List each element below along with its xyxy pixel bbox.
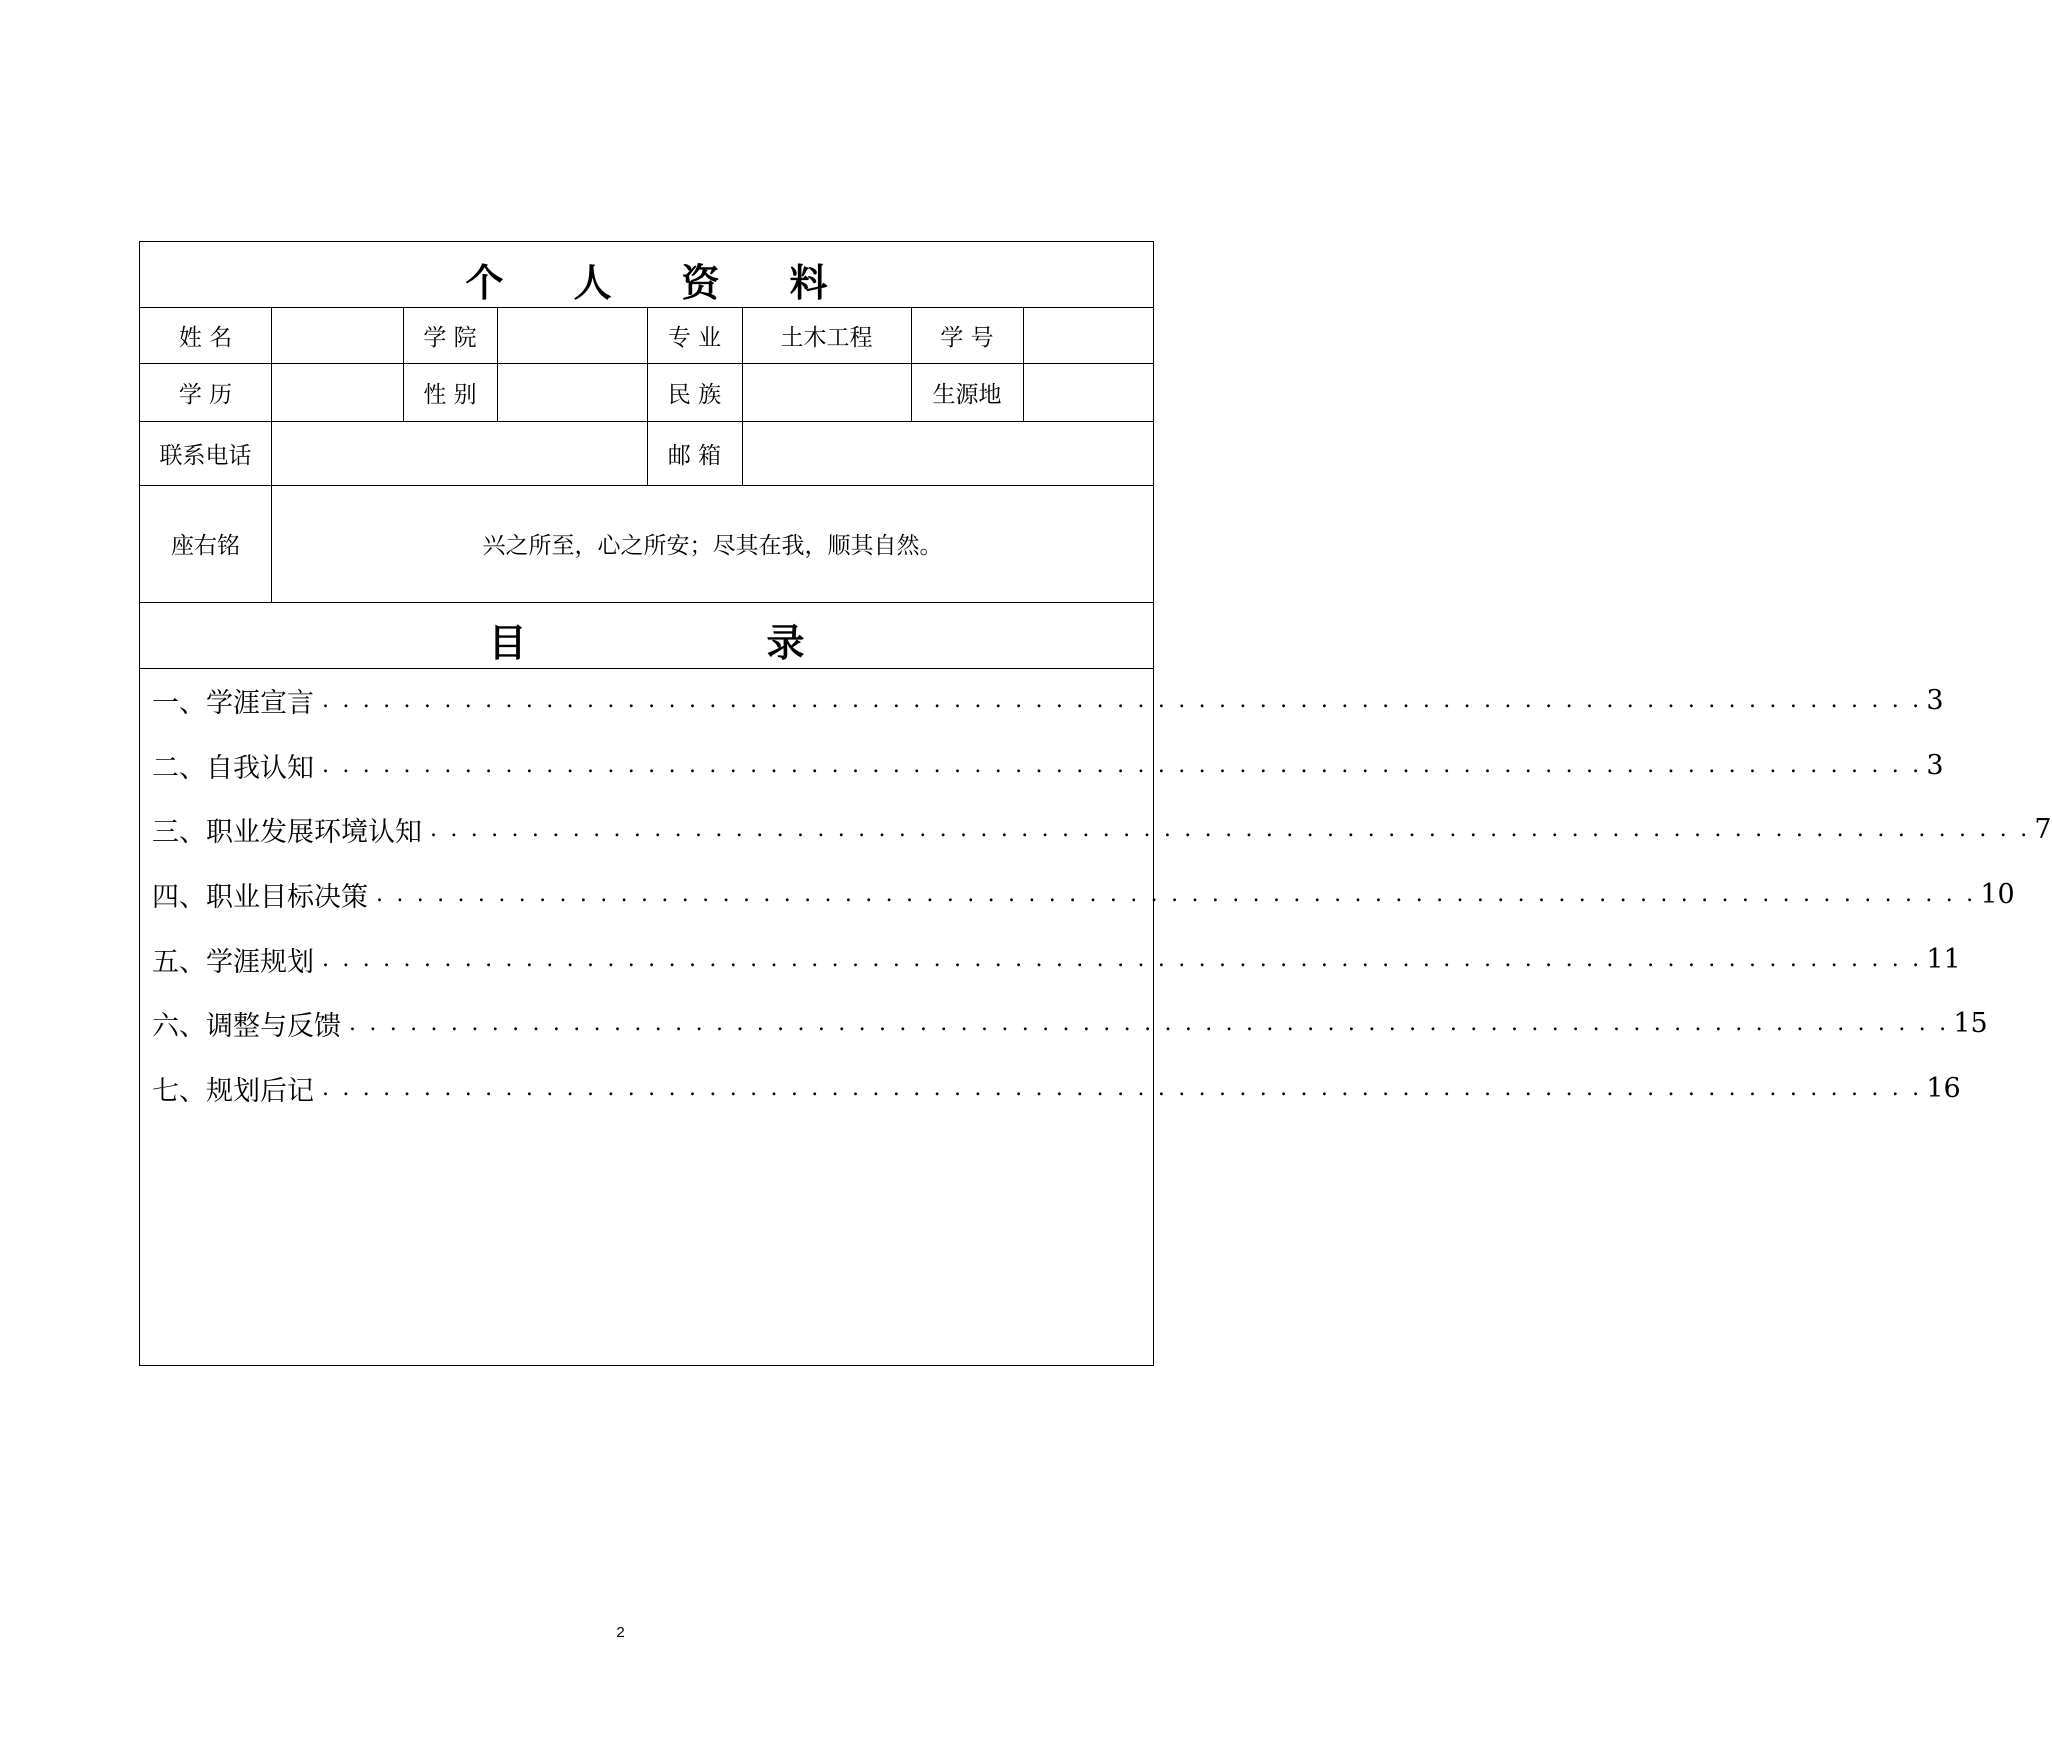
college-value	[497, 307, 647, 363]
profile-title-char: 资	[681, 261, 720, 305]
toc-leader-dots: . . . . . . . . . . . . . . . . . . . . . . . . . . . . . . . . . . . . . . . . . . . . . . . . . . . . . . . . . . . . . . . . . . . . . . . . . . . . . . .	[376, 881, 1977, 907]
gender-value	[497, 363, 647, 421]
profile-title-char: 料	[789, 261, 828, 305]
toc-item-page: 16	[1926, 1072, 1961, 1104]
toc-title	[140, 612, 1153, 667]
student-id-label: 学 号	[940, 324, 994, 351]
table-rule	[140, 602, 1153, 603]
major-label: 专 业	[667, 324, 722, 351]
toc-leader-dots: . . . . . . . . . . . . . . . . . . . . . . . . . . . . . . . . . . . . . . . . . . . . . . . . . . . . . . . . . . . . . . . . . . . . . . . . . . . . . . .	[349, 1010, 1950, 1036]
profile-title-char: 人	[573, 261, 612, 305]
toc-item-page: 15	[1953, 1007, 1988, 1039]
ethnicity-label: 民 族	[667, 381, 722, 408]
major-value: 土木工程	[780, 324, 873, 351]
toc-item-label: 七、规划后记	[152, 1075, 314, 1107]
gender-label: 性 别	[423, 381, 477, 408]
page-number: 2	[616, 1624, 625, 1641]
toc-item-page: 7	[2034, 813, 2052, 845]
toc-item-label: 一、学涯宣言	[152, 687, 314, 719]
toc-item[interactable]	[152, 745, 1944, 785]
table-rule	[140, 668, 1153, 669]
toc-item-label: 三、职业发展环境认知	[152, 816, 422, 848]
origin-label: 生源地	[932, 381, 1002, 408]
name-value	[271, 307, 403, 363]
phone-label: 联系电话	[159, 442, 252, 469]
motto-label: 座右铭	[171, 533, 240, 559]
toc-item[interactable]	[152, 809, 2052, 849]
education-label: 学 历	[178, 381, 233, 408]
toc-item[interactable]	[152, 1003, 1988, 1043]
toc-leader-dots: . . . . . . . . . . . . . . . . . . . . . . . . . . . . . . . . . . . . . . . . . . . . . . . . . . . . . . . . . . . . . . . . . . . . . . . . . . . . . . .	[322, 687, 1923, 713]
name-label: 姓 名	[178, 324, 233, 351]
toc-item-page: 3	[1926, 749, 1944, 781]
profile-and-toc-frame	[139, 241, 2052, 1366]
toc-item-label: 二、自我认知	[152, 752, 314, 784]
toc-leader-dots: . . . . . . . . . . . . . . . . . . . . . . . . . . . . . . . . . . . . . . . . . . . . . . . . . . . . . . . . . . . . . . . . . . . . . . . . . . . . . . .	[322, 752, 1923, 778]
toc-leader-dots: . . . . . . . . . . . . . . . . . . . . . . . . . . . . . . . . . . . . . . . . . . . . . . . . . . . . . . . . . . . . . . . . . . . . . . . . . . . . . . .	[322, 1075, 1923, 1101]
phone-value	[271, 421, 647, 485]
education-value	[271, 363, 403, 421]
toc-leader-dots: . . . . . . . . . . . . . . . . . . . . . . . . . . . . . . . . . . . . . . . . . . . . . . . . . . . . . . . . . . . . . . . . . . . . . . . . . . . . . . .	[430, 816, 2031, 842]
ethnicity-value	[742, 363, 911, 421]
student-id-value	[1023, 307, 1154, 363]
college-label: 学 院	[423, 324, 477, 351]
toc-item-page: 10	[1980, 878, 2015, 910]
profile-title-char: 个	[465, 261, 504, 305]
toc-title-char: 目	[488, 621, 527, 665]
toc-item[interactable]	[152, 680, 1944, 720]
email-label: 邮 箱	[667, 442, 722, 469]
toc-item-label: 五、学涯规划	[152, 946, 314, 978]
toc-item-label: 四、职业目标决策	[152, 881, 368, 913]
motto-value: 兴之所至，心之所安；尽其在我，顺其自然。	[482, 533, 943, 559]
profile-title	[140, 252, 1153, 307]
toc-item-page: 3	[1926, 684, 1944, 716]
email-value	[742, 421, 1154, 485]
toc-item[interactable]	[152, 939, 1961, 979]
toc-item[interactable]	[152, 874, 2015, 914]
toc-item-label: 六、调整与反馈	[152, 1010, 341, 1042]
toc-item[interactable]	[152, 1068, 1961, 1108]
origin-value	[1023, 363, 1154, 421]
toc-leader-dots: . . . . . . . . . . . . . . . . . . . . . . . . . . . . . . . . . . . . . . . . . . . . . . . . . . . . . . . . . . . . . . . . . . . . . . . . . . . . . . .	[322, 946, 1923, 972]
toc-item-page: 11	[1926, 943, 1961, 975]
toc-title-char: 录	[766, 621, 805, 665]
